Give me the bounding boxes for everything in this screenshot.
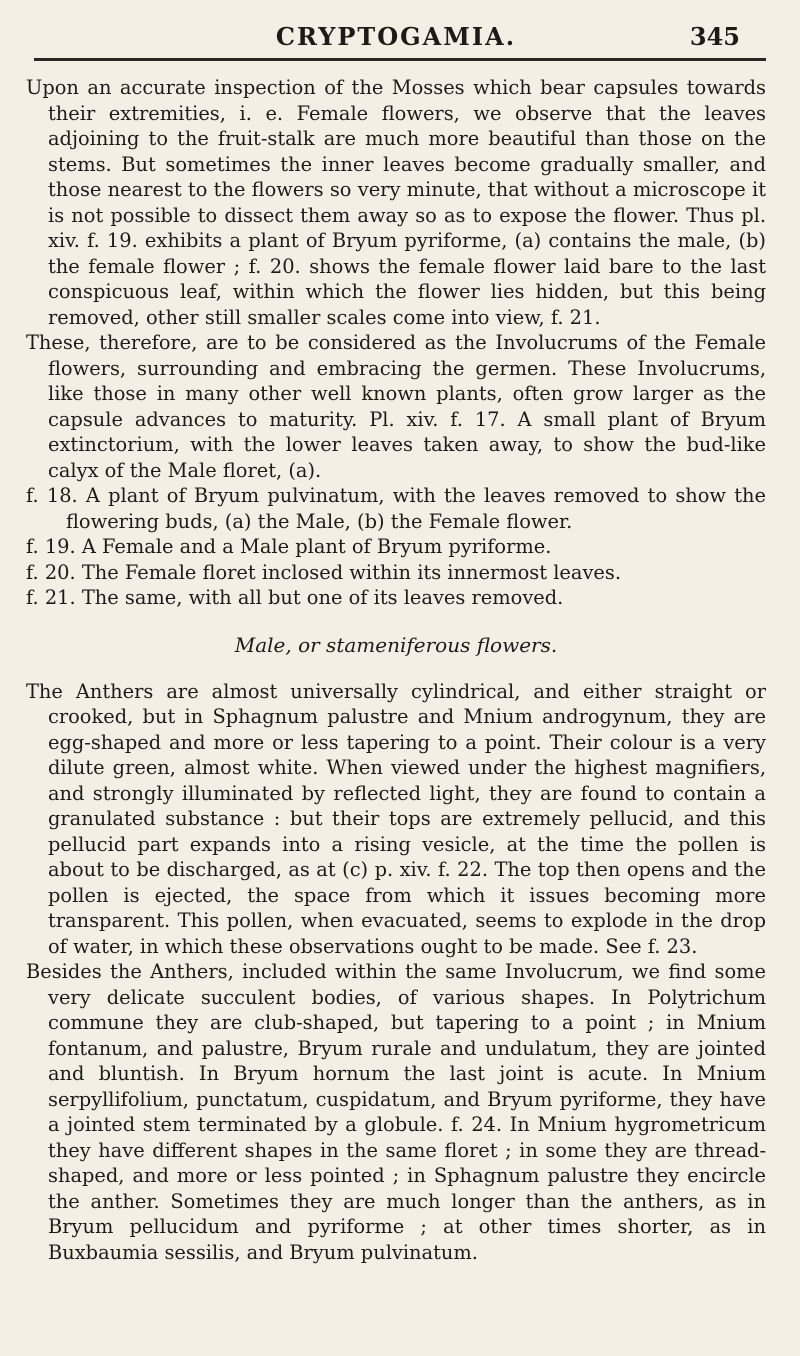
running-head — [26, 22, 766, 58]
paragraph-mosses-inspection: Upon an accurate inspection of the Mosses which bear capsules towards their extremities, i. e. Female flowers, we observe that the leaves adjoining to the fruit-stalk are much more beautiful than those on the stems. But sometimes the inner leaves become gradually smaller, and those nearest to the flowers so very minute, that without a microscope it is not possible to dissect them away so as to expose the flower. Thus pl. xiv. f. 19. exhibits a plant of Bryum pyriforme, (a) contains the male, (b) the female flower ; f. 20. shows the female flower laid bare to the last conspicuous leaf, within which the flower lies hidden, but this being removed, other still smaller scales come into view, f. 21. — [26, 76, 766, 329]
figure-caption-21: f. 21. The same, with all but one of its leaves removed. — [26, 586, 564, 609]
header-rule — [34, 58, 766, 61]
paragraph-anthers: The Anthers are almost universally cylindrical, and either straight or crooked, but in Sphagnum palustre and Mnium androgynum, they are egg-shaped and more or less tapering to a point. Their colour is a very dilute green, almost white. When viewed under the highest magnifiers, and strongly illuminated by reflected light, they are found to contain a granulated substance : but their tops are extremely pellucid, and this pellucid part expands into a rising vesicle, at the time the pollen is about to be discharged, as at (c) p. xiv. f. 22. The top then opens and the pollen is ejected, the space from which it issues becoming more transparent. This pollen, when evacuated, seems to explode in the drop of water, in which these observations ought to be made. See f. 23. — [26, 679, 766, 958]
figure-caption-20: f. 20. The Female floret inclosed within its innermost leaves. — [26, 560, 621, 584]
page-number: 345 — [689, 22, 740, 51]
figure-caption-18: f. 18. A plant of Bryum pulvinatum, with the leaves removed to show the flowering buds, (a) the Male, (b) the Female flower. — [26, 484, 766, 533]
paragraph-succulent-bodies: Besides the Anthers, included within the same Involucrum, we find some very delicate succulent bodies, of various shapes. In Polytrichum commune they are club-shaped, but tapering to a point ; in Mnium fontanum, and palustre, Bryum rurale and undulatum, they are jointed and bluntish. In Bryum hornum the last joint is acute. In Mnium serpyllifolium, punctatum, cuspidatum, and Bryum pyriforme, they have a jointed stem terminated by a globule. f. 24. In Mnium hygrometricum they have different shapes in the same floret ; in some they are thread-shaped, and more or less pointed ; in Sphagnum palustre they encircle the anther. Sometimes they are much longer than the anthers, as in Bryum pellucidum and pyriforme ; at other times shorter, as in Buxbaumia sessilis, and Bryum pulvinatum. — [26, 960, 766, 1264]
section-heading: Male, or stameniferous flowers. — [234, 632, 558, 657]
running-title: CRYPTOGAMIA. — [275, 22, 517, 51]
figure-caption-19: f. 19. A Female and a Male plant of Bryum pyriforme. — [26, 535, 552, 558]
paragraph-involucrums: These, therefore, are to be considered as the Involucrums of the Female flowers, surrounding and embracing the germen. These Involucrums, like those in many other well known plants, often grow larger as the capsule advances to maturity. Pl. xiv. f. 17. A small plant of Bryum extinctorium, with the lower leaves taken away, to show the bud-like calyx of the Male floret, (a). — [26, 331, 766, 482]
